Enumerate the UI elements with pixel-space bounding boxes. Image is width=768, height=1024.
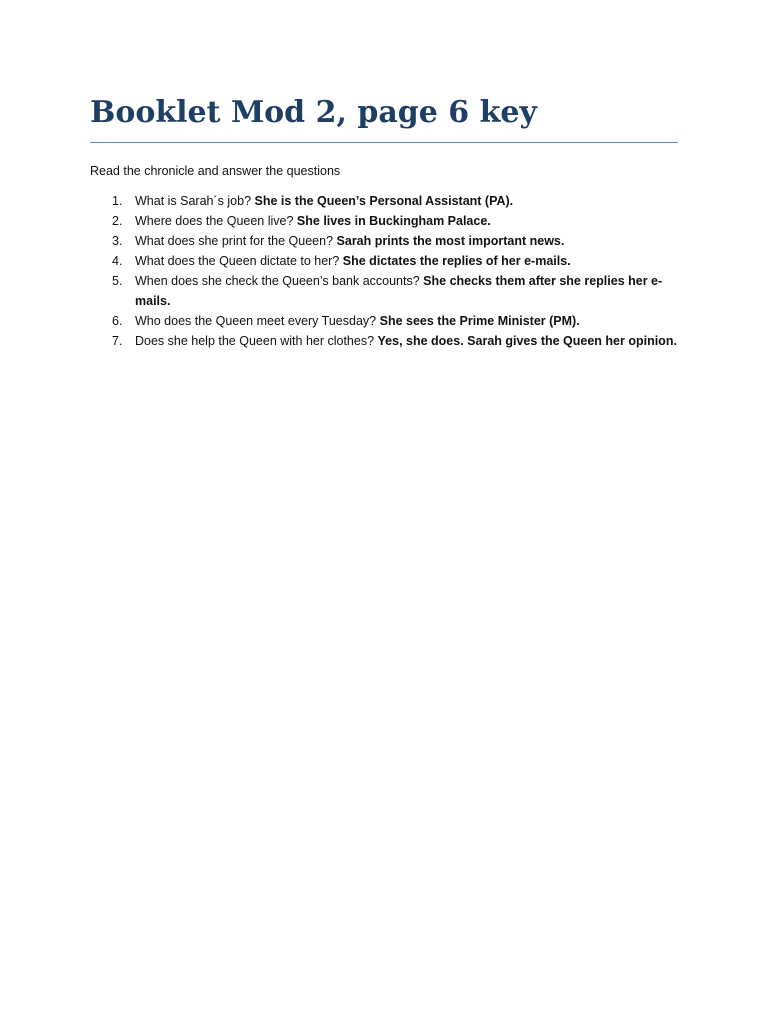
item-number: 6. <box>112 313 123 328</box>
answer-text: Sarah prints the most important news. <box>336 234 565 248</box>
list-item <box>90 192 678 212</box>
title-divider <box>90 142 678 143</box>
answer-text: She lives in Buckingham Palace. <box>296 214 491 228</box>
page-title: Booklet Mod 2, page 6 key <box>90 95 537 130</box>
answer-text: Yes, she does. Sarah gives the Queen her opinion. <box>377 333 677 348</box>
answer-text: She sees the Prime Minister (PM). <box>379 313 580 328</box>
question-text: When does she check the Queen’s bank accounts? <box>135 274 420 288</box>
question-text: Where does the Queen live? <box>135 214 294 228</box>
list-item <box>90 312 678 332</box>
item-number: 7. <box>112 333 123 348</box>
question-text: What does the Queen dictate to her? <box>135 254 340 268</box>
item-number: 2. <box>112 214 123 228</box>
document-page <box>90 92 678 352</box>
instructions-text: Read the chronicle and answer the questions <box>90 164 341 178</box>
item-number: 5. <box>112 274 123 288</box>
item-number: 1. <box>112 194 123 208</box>
list-item <box>90 212 678 232</box>
answer-text: She dictates the replies of her e-mails. <box>342 254 571 268</box>
answer-text: She checks them after she replies her e-mails. <box>135 274 663 308</box>
questions-list <box>90 192 678 351</box>
question-text: Does she help the Queen with her clothes? <box>135 333 375 348</box>
list-item <box>90 232 678 252</box>
question-text: What is Sarah´s job? <box>135 194 252 208</box>
answer-text: She is the Queen’s Personal Assistant (PA). <box>254 194 514 208</box>
item-number: 4. <box>112 254 123 268</box>
list-item <box>90 272 678 311</box>
list-item <box>90 332 678 352</box>
question-text: Who does the Queen meet every Tuesday? <box>135 313 377 328</box>
list-item <box>90 252 678 272</box>
item-number: 3. <box>112 234 123 248</box>
question-text: What does she print for the Queen? <box>135 234 334 248</box>
